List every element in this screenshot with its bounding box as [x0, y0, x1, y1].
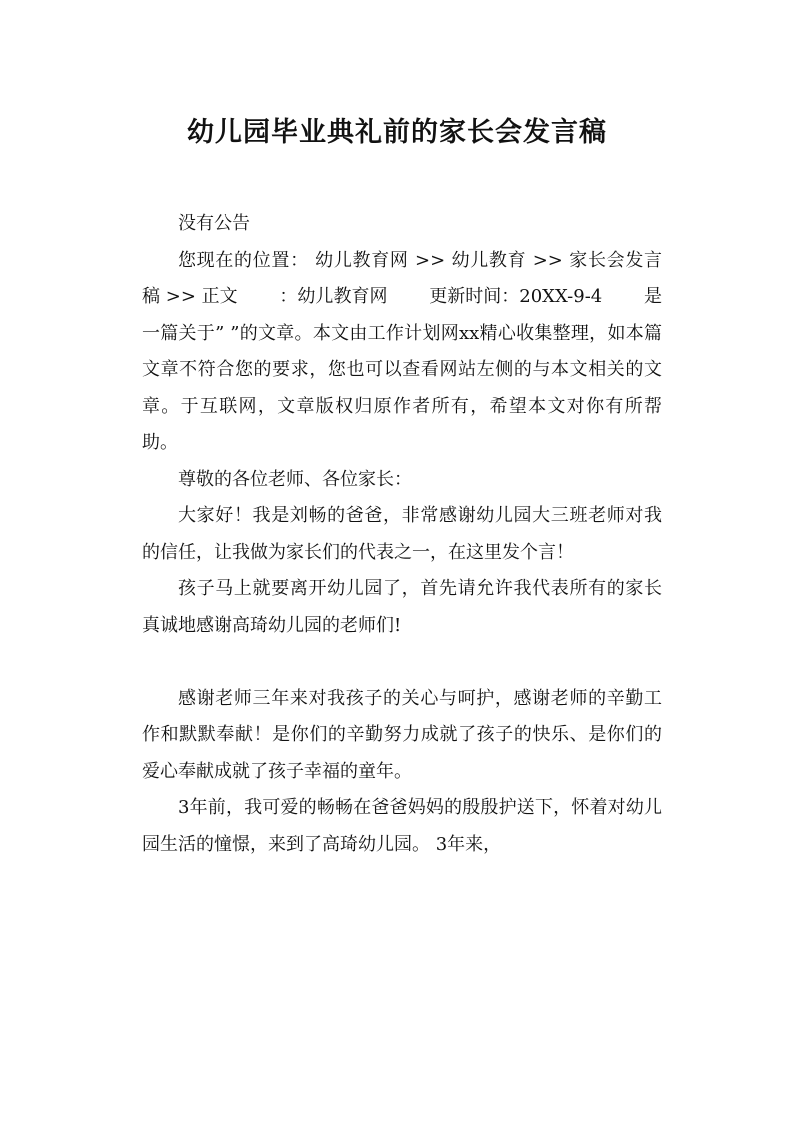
document-body: [142, 206, 662, 863]
paragraph-thanks-intro: 孩子马上就要离开幼儿园了，首先请允许我代表所有的家长真诚地感谢高琦幼儿园的老师们!: [142, 578, 662, 636]
document-title: 幼儿园毕业典礼前的家长会发言稿: [187, 117, 607, 148]
paragraph-location-info: 您现在的位置： 幼儿教育网 >> 幼儿教育 >> 家长会发言稿 >> 正文 ：幼儿教育网 更新时间：20XX-9-4 是一篇关于” ”的文章。本文由工作计划网xx精心收集整理，如本篇文章不符合您的要求，您也可以查看网站左侧的与本文相关的文章。于互联网，文章版权归原作者所有，希望本文对你有所帮助。: [142, 249, 662, 453]
paragraph-three-years-ago: 3年前，我可爱的畅畅在爸爸妈妈的殷殷护送下，怀着对幼儿园生活的憧憬，来到了高琦幼儿园。 3年来，: [142, 797, 662, 855]
paragraph-greeting: 大家好！我是刘畅的爸爸，非常感谢幼儿园大三班老师对我的信任，让我做为家长们的代表之一，在这里发个言！: [142, 505, 662, 563]
paragraph-salutation: 尊敬的各位老师、各位家长：: [178, 468, 412, 490]
paragraph-notice: 没有公告: [178, 213, 250, 234]
paragraph-thanks-teachers: 感谢老师三年来对我孩子的关心与呵护，感谢老师的辛勤工作和默默奉献！是你们的辛勤努力成就了孩子的快乐、是你们的爱心奉献成就了孩子幸福的童年。: [142, 687, 662, 782]
